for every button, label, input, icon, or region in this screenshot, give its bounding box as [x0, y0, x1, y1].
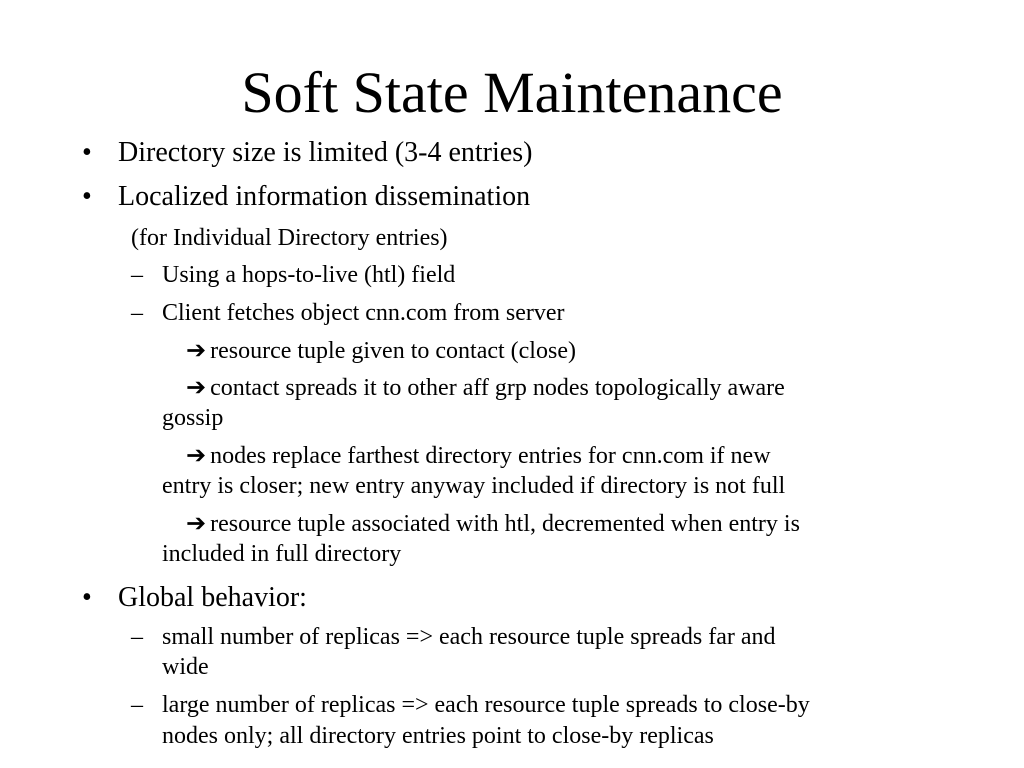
- sub-item-text: Using a hops-to-live (htl) field: [162, 262, 456, 288]
- arrow-item-continuation: gossip: [162, 405, 224, 431]
- slide-title: Soft State Maintenance: [241, 60, 783, 125]
- arrow-item: [186, 373, 785, 403]
- bullet-icon: •: [82, 181, 92, 212]
- arrow-item-text: resource tuple given to contact (close): [210, 338, 576, 364]
- arrow-item: [186, 509, 800, 539]
- sub-item-continuation: nodes only; all directory entries point to close-by replicas: [162, 723, 714, 749]
- sub-item-text: large number of replicas => each resource tuple spreads to close-by: [162, 692, 810, 718]
- arrow-item-text: contact spreads it to other aff grp nodes topologically aware: [210, 375, 785, 401]
- arrow-item-continuation: included in full directory: [162, 541, 402, 567]
- arrow-item-continuation: entry is closer; new entry anyway included if directory is not full: [162, 473, 786, 499]
- sub-item-continuation: wide: [162, 654, 209, 680]
- bullet-text: Localized information dissemination: [118, 181, 531, 212]
- arrow-right-icon: ➔: [186, 511, 207, 537]
- dash-icon: –: [131, 692, 143, 718]
- bullet-text: Global behavior:: [118, 582, 307, 613]
- sub-item-text: Client fetches object cnn.com from server: [162, 300, 565, 326]
- dash-icon: –: [131, 262, 143, 288]
- arrow-item-text: nodes replace farthest directory entries for cnn.com if new: [210, 443, 771, 469]
- sub-item-text: small number of replicas => each resource tuple spreads far and: [162, 624, 776, 650]
- note-text: (for Individual Directory entries): [131, 225, 448, 251]
- bullet-icon: •: [82, 582, 92, 613]
- dash-icon: –: [131, 300, 143, 326]
- arrow-right-icon: ➔: [186, 443, 207, 469]
- bullet-text: Directory size is limited (3-4 entries): [118, 137, 533, 168]
- arrow-right-icon: ➔: [186, 338, 207, 364]
- dash-icon: –: [131, 624, 143, 650]
- bullet-icon: •: [82, 137, 92, 168]
- arrow-item: [186, 441, 771, 471]
- arrow-item: [186, 336, 576, 366]
- arrow-right-icon: ➔: [186, 375, 207, 401]
- arrow-item-text: resource tuple associated with htl, decremented when entry is: [210, 511, 800, 537]
